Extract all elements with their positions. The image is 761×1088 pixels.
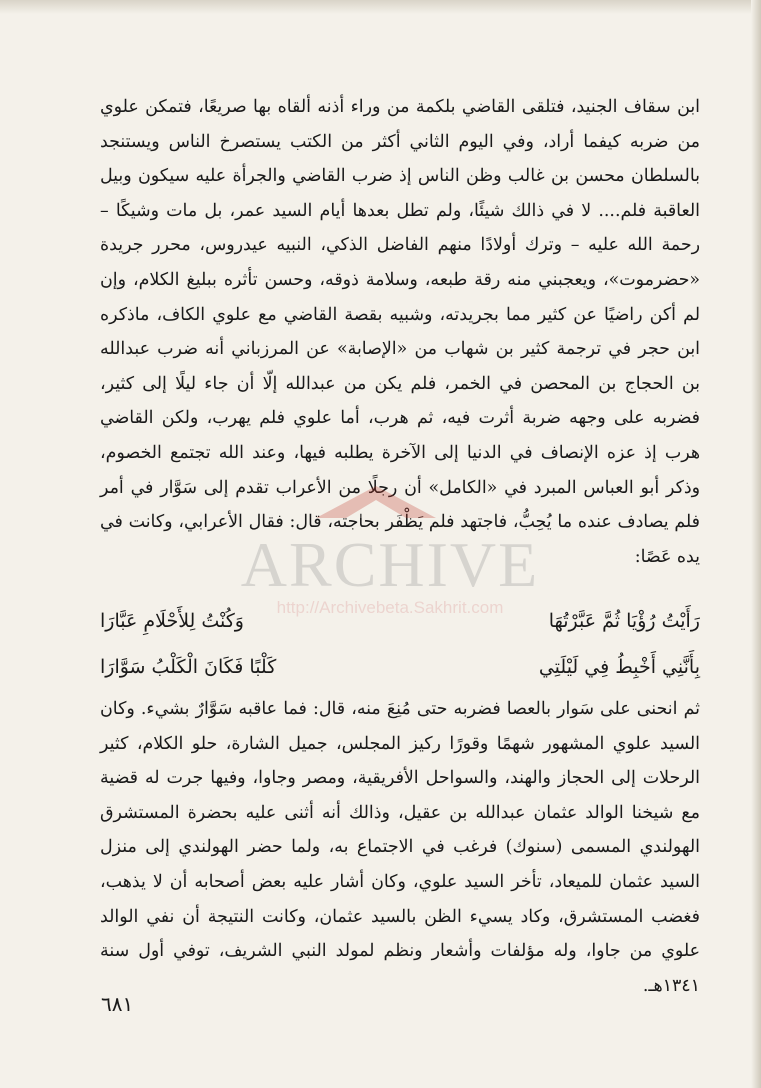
poem-verse-2 [100,650,700,684]
page-right-edge [751,0,761,1088]
poem-verse-1 [100,604,700,638]
paragraph-2: ثم انحنى على سَوار بالعصا فضربه حتى مُنِعَ منه، قال: فما عاقبه سَوَّارٌ بشيء. وكان السيد علوي المشهور شهمًا وقورًا ركيز المجلس، جميل الشارة، حلو الكلام، كثير الرحلات إلى الحجاز والهند، والسواحل الأفريقية، ومصر وجاوا، وفيها جرت له قضية مع شيخنا الوالد عثمان عبدالله بن عقيل، وذالك أنه أثنى عليه بحضرة المستشرق الهولندي المسمى (سنوك) فرغب في الاجتماع به، ولما حضر الهولندي إلى منزل السيد عثمان للميعاد، تأخر السيد علوي، وكان أشار عليه بعض أصحابه أن لا يذهب، فغضب المستشرق، وكاد يسيء الظن بالسيد عثمان، وكانت النتيجة أن نفي الوالد علوي من جاوا، وله مؤلفات وأشعار ونظم لمولد النبي الشريف، توفي أول سنة ١٣٤١هـ. [100,699,700,996]
page-number: ٦٨١ [101,992,134,1016]
verse-1-first-hemistich: رَأَيْتُ رُؤْيَا ثُمَّ عَبَّرْتُهَا [548,610,700,632]
body-text-top [100,90,700,574]
watermark-word: ARCHIVE [240,529,540,600]
paragraph-1: ابن سقاف الجنيد، فتلقى القاضي بلكمة من وراء أذنه ألقاه بها صريعًا، فتمكن علوي من ضربه كيفما أراد، وفي اليوم الثاني أكثر من الكتب يستصرخ الناس ويستنجد بالسلطان محسن بن غالب وظن الناس إذ ضرب القاضي والجرأة عليه سيكون وبيل العاقبة فلم.... لا في ذالك شيئًا، ولم تطل بعدها أيام السيد عمر، بل مات وشيكًا – رحمة الله عليه – وترك أولادًا منهم الفاضل الذكي، النبيه عيدروس، محرر جريدة «حضرموت»، ويعجبني منه رقة طبعه، وسلامة ذوقه، وحسن تأثره ببليغ الكلام، وإن لم أكن راضيًا عن كثير مما بجريدته، وشبيه بقصة القاضي مع علوي الكاف، ماذكره ابن حجر في ترجمة كثير بن شهاب من «الإصابة» عن المرزباني أنه ضرب عبدالله بن الحجاج بن المحصن في الخمر، فلم يكن من عبدالله إلّا أن جاء ليلًا إلى كثير، فضربه على وجهه ضربة أثرت فيه، ثم هرب، أما علوي فلم يهرب، ولكن القاضي هرب إذ عزه الإنصاف في الدنيا إلى الآخرة يطلبه فيها، وعند الله تجتمع الخصوم، وذكر أبو العباس المبرد في «الكامل» أن رجلًا من الأعراب تقدم إلى سَوَّار في أمر فلم يصادف عنده ما يُحِبُّ، فاجتهد فلم يَظْفَر بحاجته، قال: فقال الأعرابي، وكانت في يده عَصًا: [100,97,700,567]
verse-2-first-hemistich: بِأَنَّنِي أَخْبِطُ فِي لَيْلَتِي [538,656,700,678]
verse-1-second-hemistich: وَكُنْتُ لِلأَحْلَامِ عَبَّارَا [100,610,244,632]
verse-2-second-hemistich: كَلْبًا فَكَانَ الْكَلْبُ سَوَّارَا [100,656,277,678]
body-text-bottom [100,692,700,1003]
watermark-url: http://Archivebeta.Sakhrit.com [276,598,504,617]
page-top-edge [0,0,761,14]
